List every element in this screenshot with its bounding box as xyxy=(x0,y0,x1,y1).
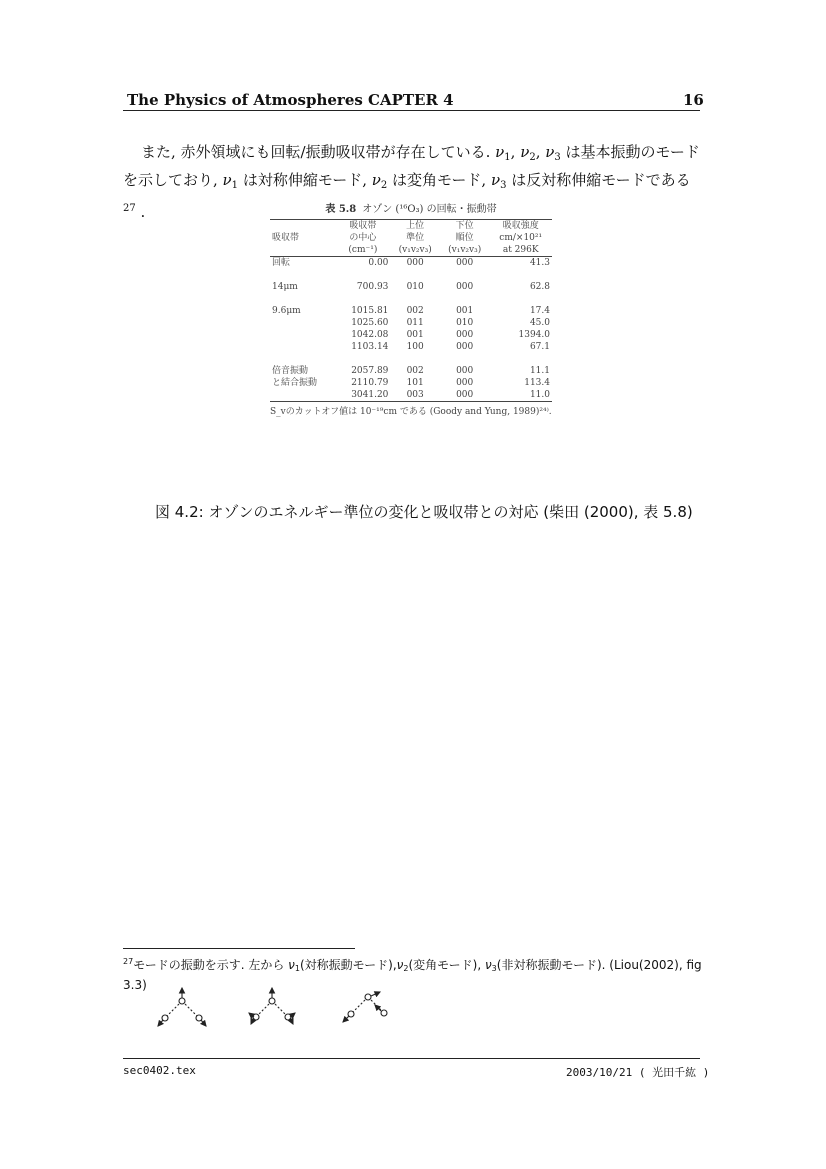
table-cell: 011 xyxy=(406,318,424,328)
footnote-text: モードの振動を示す. 左から xyxy=(133,958,289,972)
table-header-cell xyxy=(270,220,335,233)
table-cell: 010 xyxy=(456,318,474,328)
table-header-cell xyxy=(270,244,335,257)
table-cell: 002 xyxy=(406,366,424,376)
table-header-cell: 吸収帯 xyxy=(349,221,377,231)
table-header-cell: 吸収帯 xyxy=(272,233,300,243)
table-cell: 9.6μm xyxy=(272,306,301,316)
table-cell: 41.3 xyxy=(529,258,550,268)
page-number: 16 xyxy=(683,91,704,109)
table-cell: 回転 xyxy=(272,258,291,268)
nu-symbol: ν xyxy=(396,958,404,972)
table-cell: 000 xyxy=(406,258,424,268)
table-cell: 000 xyxy=(456,258,474,268)
table-cell: 17.4 xyxy=(529,306,550,316)
table-cell: 1103.14 xyxy=(351,342,389,352)
ozone-band-table xyxy=(270,219,552,402)
table-cell: 113.4 xyxy=(524,378,550,388)
table-cell xyxy=(390,293,440,305)
table-cell: 67.1 xyxy=(529,342,550,352)
table-cell xyxy=(440,269,490,281)
body-text-c: は対称伸縮モード, xyxy=(238,171,372,189)
table-cell xyxy=(270,341,335,353)
table-cell: 1394.0 xyxy=(518,330,550,340)
table-header-cell: 下位 xyxy=(455,221,474,231)
table-cell: 000 xyxy=(456,378,474,388)
table-header-cell: (v₁v₂v₃) xyxy=(448,245,482,255)
nu-symbol: ν xyxy=(545,143,555,161)
table-cell: 2110.79 xyxy=(351,378,389,388)
table-row xyxy=(270,293,552,305)
table-cell: 1025.60 xyxy=(351,318,389,328)
table-cell: 0.00 xyxy=(368,258,389,268)
period: . xyxy=(135,203,146,221)
nu-subscript: 3 xyxy=(554,152,561,163)
body-text-b: は基本振動のモードを示しており, xyxy=(123,143,700,189)
table-row xyxy=(270,257,552,270)
comma: , xyxy=(510,143,516,161)
nu-subscript: 2 xyxy=(380,180,388,191)
nu-symbol: ν xyxy=(520,143,530,161)
table-cell xyxy=(440,353,490,365)
nu-symbol: ν xyxy=(288,958,295,972)
table-cell: 2057.89 xyxy=(351,366,389,376)
table-header-cell: 上位 xyxy=(406,221,425,231)
table-cell xyxy=(489,353,552,365)
table-cell: 3041.20 xyxy=(351,390,389,400)
table-body xyxy=(270,257,552,402)
footnote-number: 27 xyxy=(123,957,134,966)
table-cell xyxy=(270,353,335,365)
table-cell xyxy=(440,293,490,305)
table-cell: 000 xyxy=(456,330,474,340)
table-cell: 001 xyxy=(456,306,474,316)
figure-caption: 図 4.2: オゾンのエネルギー準位の変化と吸収帯との対応 (柴田 (2000), 表 5.8) xyxy=(155,503,693,521)
table-header-cell: 準位 xyxy=(406,233,425,243)
footnote-text: (非対称振動モード). (Liou(2002), fig 3.3) xyxy=(123,958,702,992)
table-row xyxy=(270,365,552,377)
nu-subscript: 2 xyxy=(403,964,409,973)
table-cell xyxy=(390,269,440,281)
table-row xyxy=(270,281,552,293)
body-text-e: は反対称伸縮モードである xyxy=(506,171,691,189)
table-row xyxy=(270,341,552,353)
body-text-d: は変角モード, xyxy=(387,171,491,189)
header-rule xyxy=(123,110,700,111)
nu-symbol: ν xyxy=(371,171,381,189)
table-header-row xyxy=(270,220,552,233)
footnote-text: (変角モード), xyxy=(408,958,485,972)
table-cell: 700.93 xyxy=(356,282,389,292)
table-header-cell: (v₁v₂v₃) xyxy=(398,245,432,255)
table-row xyxy=(270,377,552,389)
nu-symbol: ν xyxy=(490,171,501,189)
table-cell: 1015.81 xyxy=(351,306,389,316)
table-header-cell: at 296K xyxy=(502,245,539,255)
table-cell: 001 xyxy=(406,330,424,340)
table-cell: 000 xyxy=(456,390,474,400)
table-header-cell: cm/×10²¹ xyxy=(499,233,543,243)
table-cell: 101 xyxy=(406,378,424,388)
symmetric-stretch-mode-icon xyxy=(158,988,206,1026)
table-header-cell: (cm⁻¹) xyxy=(348,245,378,255)
table-header-row xyxy=(270,244,552,257)
table-row xyxy=(270,353,552,365)
table-cell xyxy=(489,269,552,281)
table-figure xyxy=(270,200,552,419)
table-cell xyxy=(270,329,335,341)
table-row xyxy=(270,269,552,281)
nu-symbol: ν xyxy=(484,958,492,972)
footnote-marker: 27 xyxy=(123,203,136,214)
table-caption-label: 表 5.8 xyxy=(325,204,357,215)
table-cell xyxy=(270,317,335,329)
nu-subscript: 1 xyxy=(504,152,511,163)
table-note: S_vのカットオフ値は 10⁻¹⁹cm である (Goody and Yung, 1989)²⁴⁾. xyxy=(270,407,552,417)
comma: , xyxy=(535,143,541,161)
table-cell: 倍音振動 xyxy=(272,366,309,376)
table-cell xyxy=(270,269,335,281)
table-cell: 010 xyxy=(406,282,424,292)
table-header-row xyxy=(270,232,552,244)
table-cell: 45.0 xyxy=(529,318,550,328)
footer-date-author: 2003/10/21 ( 光田千紘 ) xyxy=(566,1066,710,1079)
vibration-modes-diagram xyxy=(150,986,400,1032)
table-header-cell: 順位 xyxy=(455,233,474,243)
nu-symbol: ν xyxy=(222,171,232,189)
bending-mode-icon xyxy=(249,988,295,1024)
table-cell xyxy=(270,293,335,305)
table-cell: 11.1 xyxy=(529,366,550,376)
table-cell: 1042.08 xyxy=(351,330,389,340)
body-text-a: また, 赤外領域にも回転/振動吸収帯が存在している. xyxy=(141,143,496,161)
nu-subscript: 3 xyxy=(491,964,497,973)
table-row xyxy=(270,329,552,341)
table-cell xyxy=(489,293,552,305)
asymmetric-stretch-mode-icon xyxy=(343,992,387,1022)
table-cell: と結合振動 xyxy=(272,378,318,388)
nu-symbol: ν xyxy=(495,143,505,161)
table-header-cell: の中心 xyxy=(349,233,377,243)
table-cell: 000 xyxy=(456,282,474,292)
table-row xyxy=(270,305,552,317)
table-cell xyxy=(390,353,440,365)
nu-subscript: 1 xyxy=(231,180,239,191)
table-cell: 000 xyxy=(456,366,474,376)
nu-subscript: 1 xyxy=(294,964,300,973)
table-cell: 11.0 xyxy=(529,390,550,400)
footer-filename: sec0402.tex xyxy=(123,1064,196,1077)
table-cell xyxy=(335,269,390,281)
footnote-text: (対称振動モード), xyxy=(299,958,397,972)
table-caption-text: オゾン (¹⁶O₃) の回転・振動帯 xyxy=(362,204,497,215)
table-row xyxy=(270,389,552,402)
table-cell: 000 xyxy=(456,342,474,352)
table-cell xyxy=(270,389,335,402)
table-cell xyxy=(335,293,390,305)
footer-rule xyxy=(123,1058,700,1059)
nu-subscript: 3 xyxy=(500,180,507,191)
table-row xyxy=(270,317,552,329)
table-caption xyxy=(270,200,552,215)
table-header-cell: 吸収強度 xyxy=(502,221,539,231)
table-cell: 14μm xyxy=(272,282,298,292)
table-cell: 100 xyxy=(406,342,424,352)
running-header-title: The Physics of Atmospheres CAPTER 4 xyxy=(127,91,454,109)
table-cell: 002 xyxy=(406,306,424,316)
table-cell xyxy=(335,353,390,365)
table-cell: 003 xyxy=(406,390,424,400)
nu-subscript: 2 xyxy=(529,152,536,163)
table-cell: 62.8 xyxy=(529,282,550,292)
footnote-rule xyxy=(123,948,355,949)
